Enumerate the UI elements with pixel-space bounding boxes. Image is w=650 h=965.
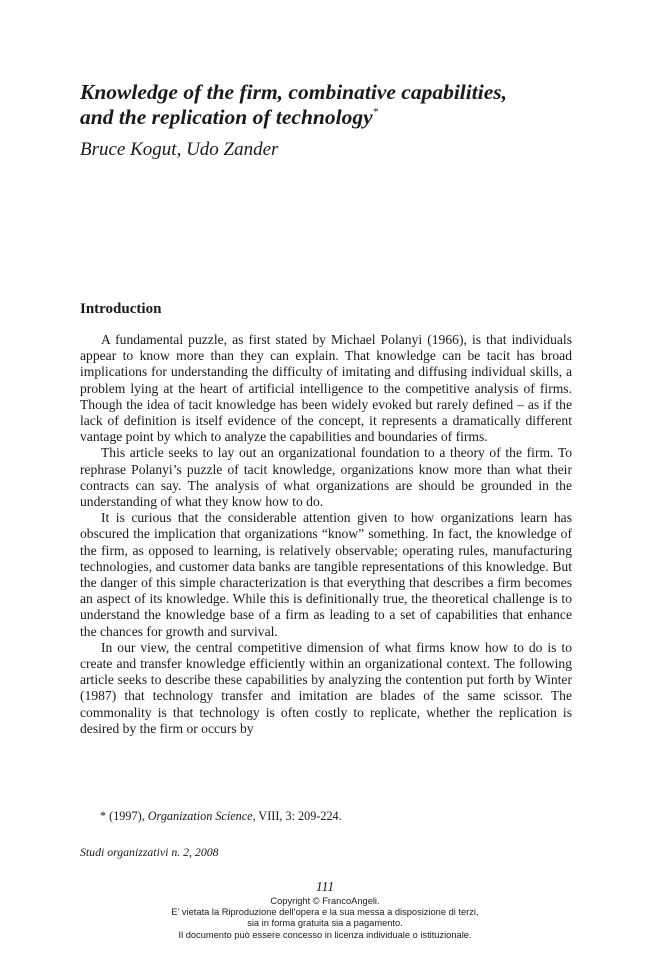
footnote-details: , VIII, 3: 209-224. xyxy=(252,809,342,823)
section-heading: Introduction xyxy=(80,301,162,317)
article-title-line-1: Knowledge of the firm, combinative capabilities, xyxy=(80,80,507,104)
footnote-marker: * (1997), xyxy=(100,809,145,823)
article-authors: Bruce Kogut, Udo Zander xyxy=(80,139,279,160)
footnote-source: Organization Science xyxy=(147,809,253,823)
article-title-line-2: and the replication of technology xyxy=(80,105,373,129)
footnote xyxy=(100,808,342,824)
copyright-line: E’ vietata la Riproduzione dell’opera e la sua messa a disposizione di terzi, xyxy=(171,907,479,918)
paragraph: It is curious that the considerable attention given to how organizations learn has obscured the implication that organizations “know” something. In fact, the knowledge of the firm, as opposed to learning, is relatively observable; operating rules, manufacturing technologies, and customer data banks are tangible representations of this knowledge. But the danger of this simple characterization is that everything that describes a firm becomes an aspect of its knowledge. While this is definitionally true, the theoretical challenge is to understand the knowledge base of a firm as leading to a set of capabilities that enhance the chances for growth and survival. xyxy=(80,510,572,639)
article-title xyxy=(80,80,580,130)
copyright-line: Copyright © FrancoAngeli. xyxy=(270,896,380,906)
copyright-notice xyxy=(0,896,650,941)
copyright-line: Il documento può essere concesso in licenza individuale o istituzionale. xyxy=(178,929,472,940)
title-footnote-marker: * xyxy=(372,106,379,118)
body-text xyxy=(80,332,572,737)
copyright-line: sia in forma gratuita sia a pagamento. xyxy=(247,918,403,929)
paragraph: In our view, the central competitive dimension of what firms know how to do is to create and transfer knowledge efficiently within an organizational context. The following article seeks to describe these capabilities by analyzing the contention put forth by Winter (1987) that technology transfer and imitation are blades of the same scissor. The commonality is that technology is often costly to replicate, whether the replication is desired by the firm or occurs by xyxy=(80,639,572,736)
paragraph: A fundamental puzzle, as first stated by Michael Polanyi (1966), is that individuals appear to know more than they can explain. That knowledge can be tacit has broad implications for understanding the difficulty of imitating and diffusing individual skills, a problem lying at the heart of artificial intelligence to the competitive analysis of firms. Though the idea of tacit knowledge has been widely evoked but rarely defined – as if the lack of definition is itself evidence of the concept, it represents a dramatically different vantage point by which to analyze the capabilities and boundaries of firms. xyxy=(80,332,572,445)
journal-reference: Studi organizzativi n. 2, 2008 xyxy=(80,845,219,859)
paragraph: This article seeks to lay out an organizational foundation to a theory of the firm. To rephrase Polanyi’s puzzle of tacit knowledge, organizations know more than what their contracts can say. The analysis of what organizations are should be grounded in the understanding of what they know how to do. xyxy=(80,445,572,510)
page-number: 111 xyxy=(315,879,335,894)
